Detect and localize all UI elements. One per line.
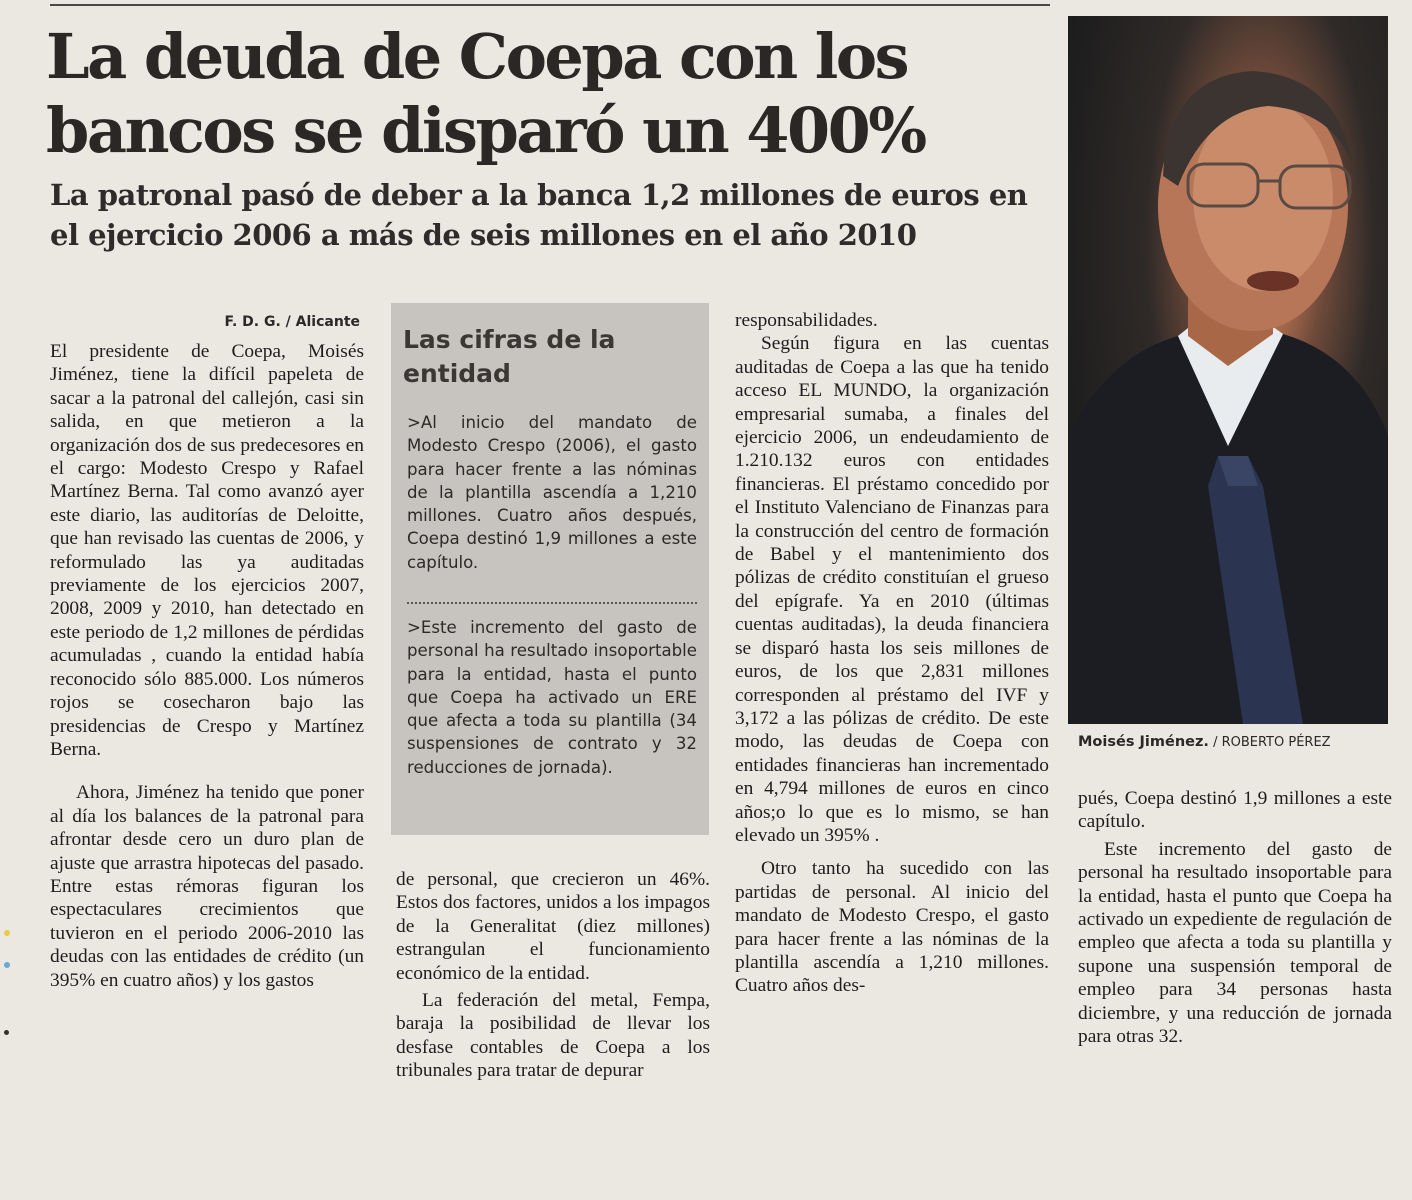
top-rule bbox=[50, 4, 1050, 6]
column-3 bbox=[735, 309, 1049, 998]
portrait-illustration bbox=[1068, 16, 1388, 724]
portrait-photo bbox=[1068, 16, 1388, 724]
subheadline: La patronal pasó de deber a la banca 1,2 millones de euros en el ejercicio 2006 a más de seis millones en el año 2010 bbox=[50, 178, 1028, 252]
paragraph-3: de personal, que crecieron un 46%. Estos dos factores, unidos a los impagos de la Generalitat (diez millones) estrangulan el funcionamiento económico de la entidad. bbox=[396, 869, 710, 984]
byline: F. D. G. / Alicante bbox=[224, 314, 360, 330]
margin-dot bbox=[4, 1030, 9, 1035]
facts-sidebar bbox=[391, 303, 709, 835]
sidebar-item: >Al inicio del mandato de Modesto Crespo (2006), el gasto para hacer frente a las nóminas de la plantilla ascendía a 1,210 millones. Cuatro años después, Coepa destinó 1,9 millones a este capítulo. bbox=[407, 413, 697, 572]
headline: La deuda de Coepa con los bancos se disparó un 400% bbox=[46, 20, 925, 167]
paragraph-7: Otro tanto ha sucedido con las partidas de personal. Al inicio del mandato de Modesto Crespo, el gasto para hacer frente a las nóminas de la plantilla ascendía a 1,210 millones. Cuatro años des- bbox=[735, 858, 1049, 997]
column-1 bbox=[50, 340, 364, 992]
margin-dot bbox=[4, 962, 10, 968]
paragraph-8: pués, Coepa destinó 1,9 millones a este capítulo. bbox=[1078, 788, 1392, 833]
paragraph-4: La federación del metal, Fempa, baraja la posibilidad de llevar los desfase contables de Coepa a los tribunales para tratar de depurar bbox=[396, 990, 710, 1082]
caption-credit: / ROBERTO PÉREZ bbox=[1213, 735, 1331, 750]
sidebar-title: Las cifras de la entidad bbox=[403, 325, 616, 388]
paragraph-5: responsabilidades. bbox=[735, 310, 878, 331]
column-4 bbox=[1078, 787, 1392, 1048]
photo-caption bbox=[1078, 734, 1398, 750]
sidebar-divider bbox=[407, 602, 697, 604]
margin-dot bbox=[4, 930, 10, 936]
sidebar-item: >Este incremento del gasto de personal ha resultado insoportable para la entidad, hasta el punto que Coepa ha activado un ERE que afecta a toda su plantilla (34 suspensiones de contrato y 32 reducciones de jornada). bbox=[407, 618, 697, 777]
caption-name: Moisés Jiménez. bbox=[1078, 734, 1209, 750]
paragraph-2: Ahora, Jiménez ha tenido que poner al día los balances de la patronal para afrontar desde cero un duro plan de ajuste que arrastra hipotecas del pasado. Entre estas rémoras figuran los espectaculares crecimientos que tuvieron en el periodo 2006-2010 las deudas con las entidades de crédito (un 395% en cuatro años) y los gastos bbox=[50, 782, 364, 991]
paragraph-1: El presidente de Coepa, Moisés Jiménez, tiene la difícil papeleta de sacar a la patronal del callejón, casi sin salida, en que metieron a la organización dos de sus predecesores en el cargo: Modesto Crespo y Rafael Martínez Berna. Tal como avanzó ayer este diario, las auditorías de Deloitte, que han revisado las cuentas de 2006, y reformulado las ya auditadas previamente de los ejercicios 2007, 2008, 2009 y 2010, han detectado en este periodo de 1,2 millones de pérdidas acumuladas , cuando la entidad había reconocido sólo 885.000. Los números rojos se cosecharon bajo las presidencias de Crespo y Martínez Berna. bbox=[50, 341, 364, 760]
column-2 bbox=[396, 868, 710, 1083]
paragraph-6: Según figura en las cuentas auditadas de Coepa a las que ha tenido acceso EL MUNDO, la organización empresarial sumaba, a finales del ejercicio 2006, un endeudamiento de 1.210.132 euros con entidades financieras. El préstamo concedido por el Instituto Valenciano de Finanzas para la construcción del centro de formación de Babel y el mantenimiento dos pólizas de crédito constituían el grueso del epígrafe. Ya en 2010 (últimas cuentas auditadas), la deuda financiera se disparó hasta los seis millones de euros, de los que 2,831 millones corresponden al préstamo del IVF y 3,172 a las pólizas de crédito. De este modo, las deudas de Coepa con entidades financieras han incrementado en 4,794 millones de euros en cinco años;o lo que es lo mismo, se han elevado un 395% . bbox=[735, 333, 1049, 846]
paragraph-9: Este incremento del gasto de personal ha resultado insoportable para la entidad, hasta el punto que Coepa ha activado un expediente de regulación de empleo que afecta a toda su plantilla y supone una suspensión temporal de empleo para 34 personas hasta diciembre, y una reducción de jornada para otras 32. bbox=[1078, 838, 1392, 1048]
